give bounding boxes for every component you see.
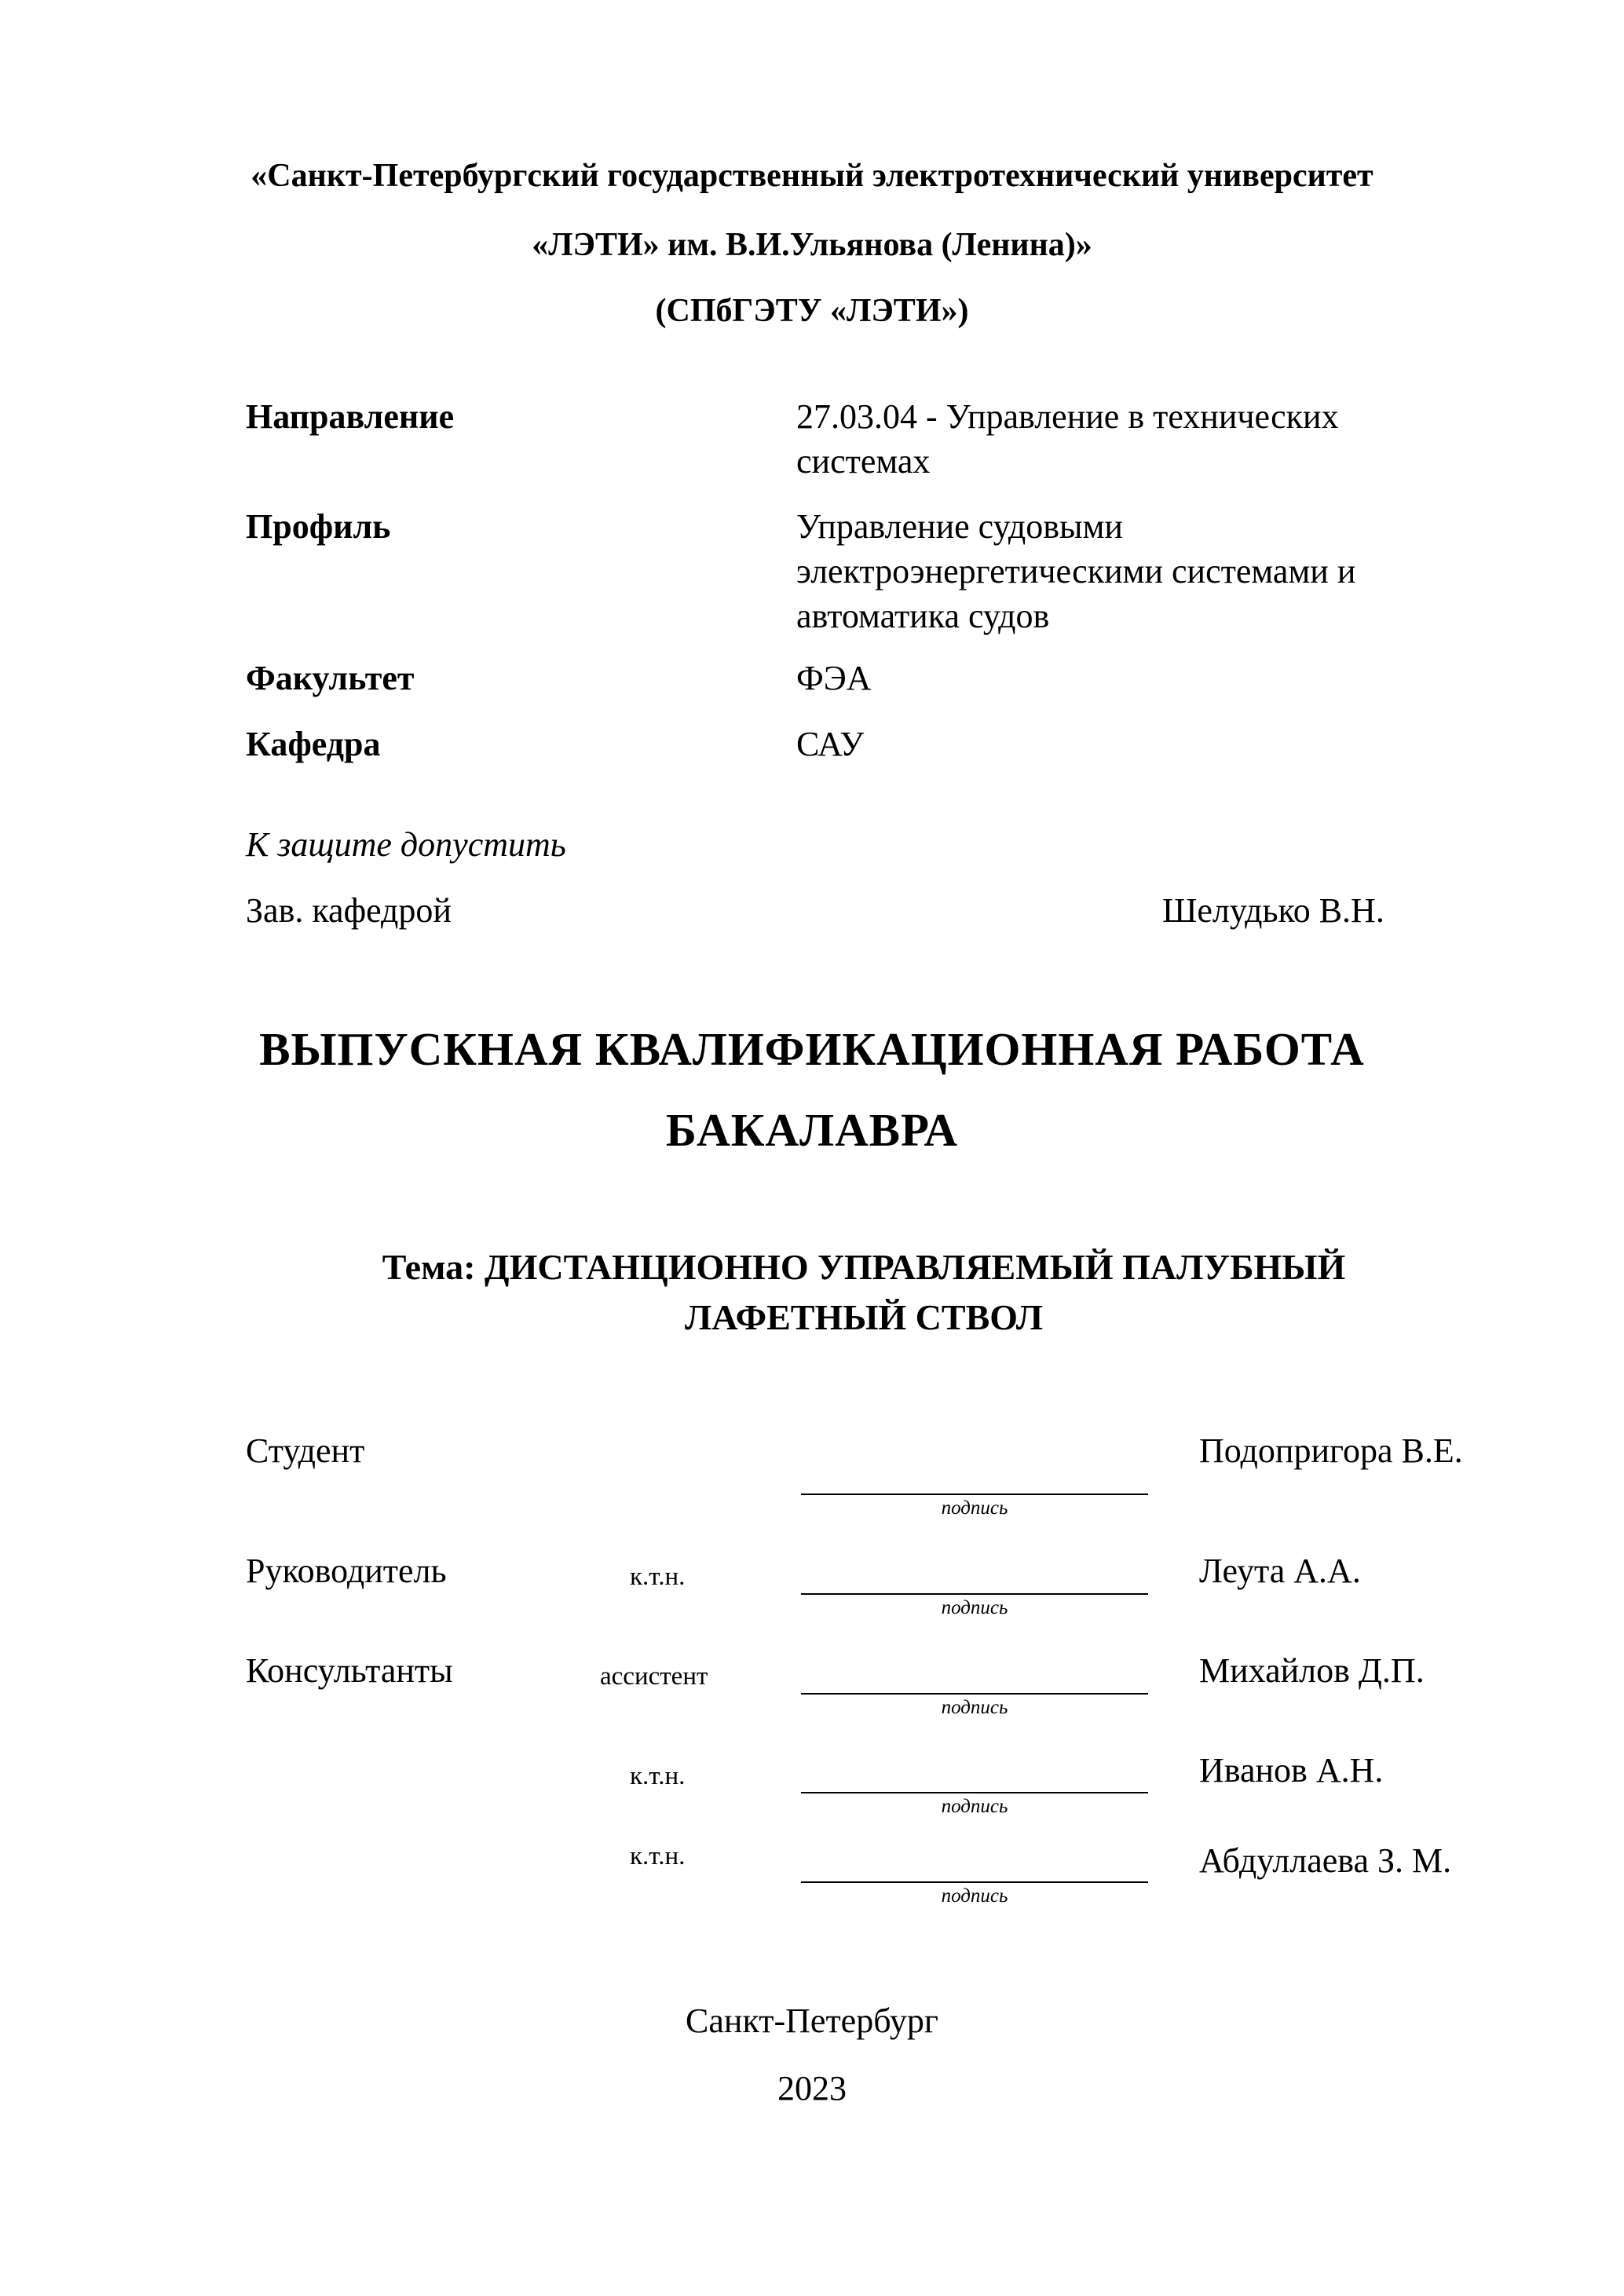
consultant3-signature-caption: подпись	[941, 1885, 1008, 1907]
admit-text: К защите допустить	[246, 825, 566, 864]
university-name-line1: «Санкт-Петербургский государственный электротехнический университет	[251, 158, 1373, 194]
supervisor-role: Руководитель	[246, 1552, 447, 1590]
student-signature-line	[801, 1493, 1148, 1495]
faculty-value: ФЭА	[796, 659, 872, 697]
department-label: Кафедра	[246, 725, 381, 763]
supervisor-name: Леута А.А.	[1199, 1552, 1361, 1590]
work-title-line1: ВЫПУСКНАЯ КВАЛИФИКАЦИОННАЯ РАБОТА	[259, 1023, 1365, 1075]
department-value: САУ	[796, 725, 865, 763]
supervisor-signature-line	[801, 1593, 1148, 1595]
work-topic: Тема: ДИСТАНЦИОННО УПРАВЛЯЕМЫЙ ПАЛУБНЫЙ ЛАФЕТНЫЙ СТВОЛ	[382, 1247, 1346, 1337]
head-of-department-label: Зав. кафедрой	[246, 891, 452, 930]
consultants-role: Консультанты	[246, 1651, 453, 1690]
student-role: Студент	[246, 1431, 365, 1470]
university-abbreviation: (СПбГЭТУ «ЛЭТИ»)	[655, 293, 969, 329]
consultant3-degree: к.т.н.	[630, 1842, 686, 1870]
year: 2023	[777, 2069, 847, 2108]
consultant2-signature-line	[801, 1792, 1148, 1793]
head-of-department-name: Шелудько В.Н.	[1162, 891, 1384, 930]
direction-label: Направление	[246, 397, 455, 436]
faculty-label: Факультет	[246, 659, 415, 697]
city: Санкт-Петербург	[686, 2002, 938, 2040]
supervisor-signature-caption: подпись	[941, 1597, 1008, 1618]
student-name: Подопригора В.Е.	[1199, 1431, 1463, 1470]
university-name-line2: «ЛЭТИ» им. В.И.Ульянова (Ленина)»	[532, 227, 1092, 263]
consultant1-signature-caption: подпись	[941, 1697, 1008, 1718]
student-signature-caption: подпись	[941, 1497, 1008, 1519]
work-title-line2: БАКАЛАВРА	[665, 1104, 959, 1156]
direction-value: 27.03.04 - Управление в технических системах	[796, 397, 1339, 481]
consultant3-name: Абдуллаева З. М.	[1199, 1841, 1452, 1880]
consultant3-signature-line	[801, 1881, 1148, 1883]
consultant2-degree: к.т.н.	[630, 1762, 686, 1790]
profile-label: Профиль	[246, 507, 391, 546]
consultant1-signature-line	[801, 1693, 1148, 1695]
consultant1-degree: ассистент	[600, 1662, 708, 1691]
consultant1-name: Михайлов Д.П.	[1199, 1651, 1425, 1690]
profile-value: Управление судовыми электроэнергетическими системами и автоматика судов	[796, 507, 1356, 635]
consultant2-signature-caption: подпись	[941, 1796, 1008, 1817]
supervisor-degree: к.т.н.	[630, 1563, 686, 1591]
consultant2-name: Иванов А.Н.	[1199, 1751, 1384, 1790]
